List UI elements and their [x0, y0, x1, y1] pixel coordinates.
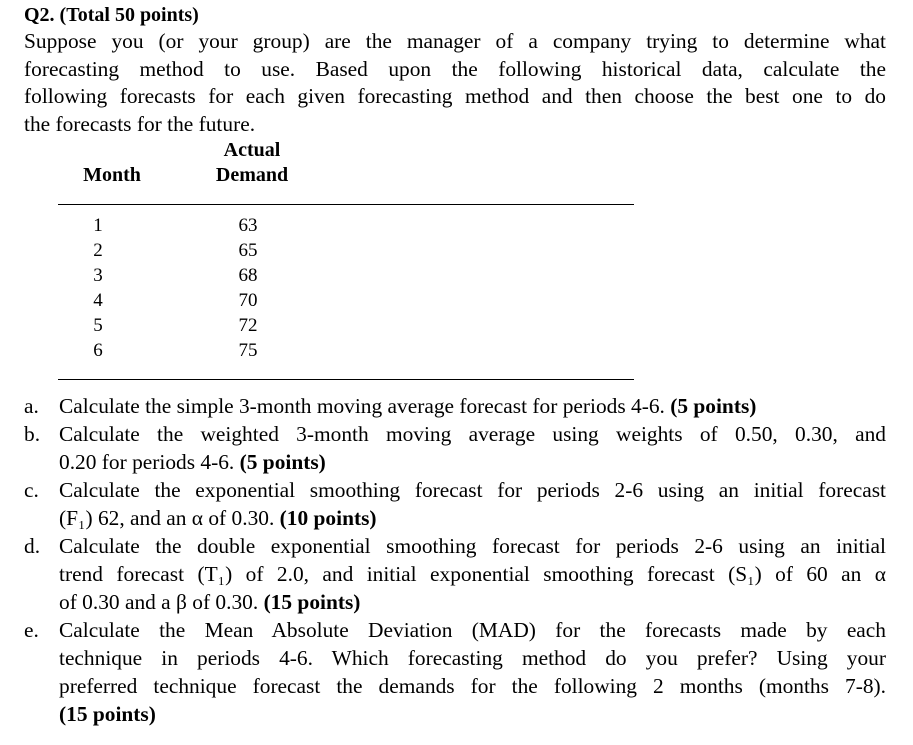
- part-label: c.: [24, 478, 39, 502]
- part-line: [59, 700, 886, 728]
- demand-cell: 70: [238, 290, 258, 311]
- intro-line: the forecasts for the future.: [24, 111, 256, 136]
- question-parts: [24, 392, 886, 728]
- part-label: d.: [24, 534, 41, 558]
- table-row: [58, 263, 358, 288]
- part-line: 0.20 for periods 4-6. (5 points): [59, 450, 326, 474]
- intro-line: forecasting method to use. Based upon the following historical data, calculate the: [24, 56, 886, 81]
- part-line: Calculate the weighted 3-month moving average using weights of 0.50, 0.30, and: [59, 422, 886, 446]
- month-cell: 2: [93, 240, 103, 261]
- part-label: e.: [24, 618, 39, 642]
- part-label: b.: [24, 422, 41, 446]
- part-b: [24, 420, 886, 476]
- part-line: preferred technique forecast the demands for the following 2 months (months 7-8).: [59, 674, 886, 698]
- points-label: (10 points): [279, 506, 377, 530]
- part-label: a.: [24, 394, 39, 418]
- part-line: Calculate the double exponential smoothing forecast for periods 2-6 using an initial: [59, 534, 886, 558]
- header-month: Month: [83, 164, 141, 186]
- month-cell: 3: [93, 265, 103, 286]
- table-row: [58, 213, 358, 238]
- table-row: [58, 238, 358, 263]
- table-row: [58, 288, 358, 313]
- intro-line: following forecasts for each given forecasting method and then choose the best one to do: [24, 84, 886, 108]
- table-bottom-rule: [58, 379, 634, 380]
- demand-cell: 65: [238, 240, 258, 261]
- demand-cell: 68: [238, 265, 258, 286]
- month-cell: 6: [93, 340, 103, 361]
- month-cell: 5: [93, 315, 103, 336]
- part-line: Calculate the simple 3-month moving average forecast for periods 4-6. (5 points): [59, 394, 757, 418]
- question-intro: [24, 28, 886, 138]
- part-line: Calculate the Mean Absolute Deviation (MAD) for the forecasts made by each: [59, 618, 886, 642]
- part-line: trend forecast (T₁) of 2.0, and initial exponential smoothing forecast (S₁) of 60 an α: [59, 562, 886, 586]
- part-line: technique in periods 4-6. Which forecasting method do you prefer? Using your: [59, 646, 886, 670]
- points-label: (15 points): [263, 590, 361, 614]
- part-line: Calculate the exponential smoothing forecast for periods 2-6 using an initial forecast: [59, 478, 886, 502]
- header-actual: Actual: [223, 139, 281, 161]
- question-title: Q2. (Total 50 points): [24, 4, 199, 26]
- points-label: (5 points): [670, 394, 757, 418]
- table-top-rule: [58, 204, 634, 205]
- demand-table: [58, 213, 358, 363]
- part-c: [24, 476, 886, 532]
- part-e: [24, 616, 886, 728]
- points-label: (5 points): [239, 450, 326, 474]
- part-d: [24, 532, 886, 616]
- demand-cell: 63: [238, 215, 258, 236]
- demand-cell: 75: [238, 340, 258, 361]
- part-line: of 0.30 and a β of 0.30. (15 points): [59, 590, 361, 614]
- demand-cell: 72: [238, 315, 258, 336]
- part-a: [24, 392, 886, 420]
- intro-line: Suppose you (or your group) are the manager of a company trying to determine what: [24, 29, 886, 53]
- points-label: (15 points): [59, 702, 156, 726]
- header-demand: Demand: [215, 164, 289, 186]
- table-row: [58, 313, 358, 338]
- part-line: (F₁) 62, and an α of 0.30. (10 points): [59, 506, 377, 530]
- table-row: [58, 338, 358, 363]
- month-cell: 4: [93, 290, 103, 311]
- month-cell: 1: [93, 215, 103, 236]
